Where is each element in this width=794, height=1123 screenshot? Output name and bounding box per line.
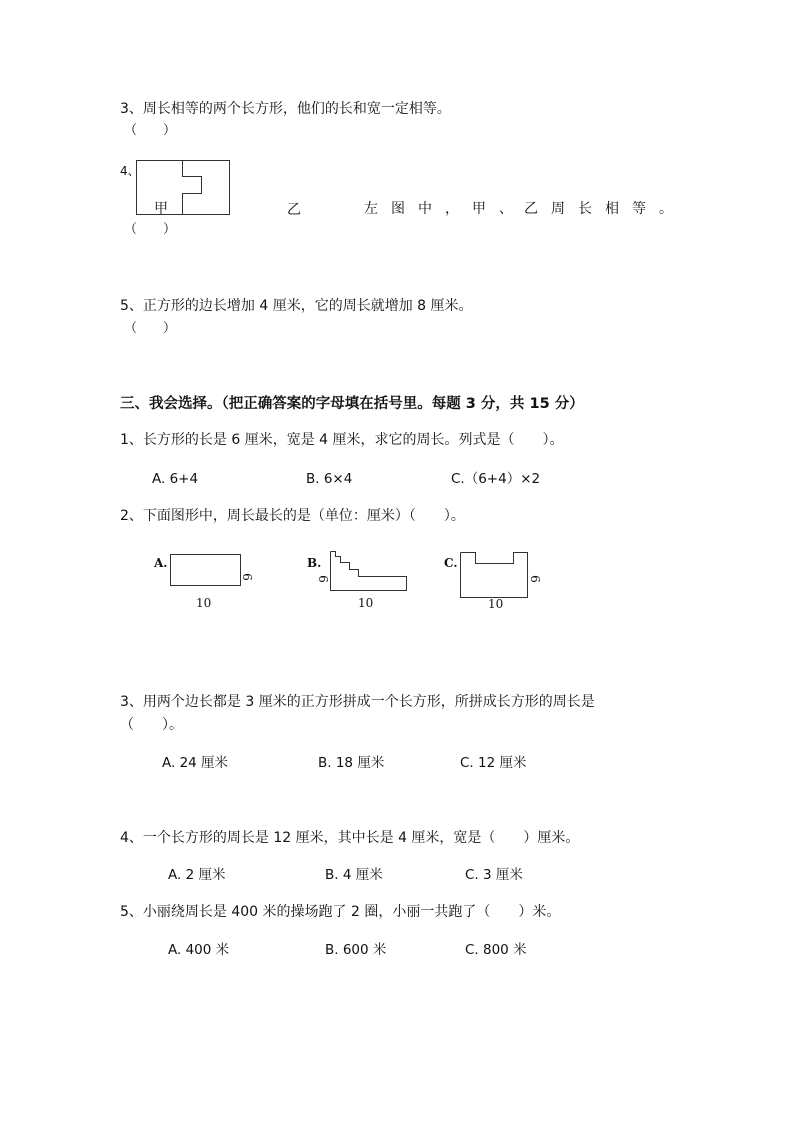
s3-q1-option-a[interactable]: A. 6+4 — [152, 471, 199, 487]
statement-char: 乙 — [524, 201, 538, 217]
figure-b-side-length: 6 — [315, 575, 330, 583]
s3-q3-option-a[interactable]: A. 24 厘米 — [162, 755, 229, 771]
label-jia: 甲 — [154, 201, 168, 217]
figure-b-staircase — [331, 552, 407, 591]
figure-a-bottom-length: 10 — [196, 596, 212, 610]
s3-q3-option-b[interactable]: B. 18 厘米 — [318, 755, 385, 771]
statement-char: 图 — [391, 201, 405, 217]
s3-q3-text: 3、用两个边长都是 3 厘米的正方形拼成一个长方形，所拼成长方形的周长是 — [120, 694, 595, 710]
judge-q4-answer-paren[interactable]: （ ） — [124, 222, 177, 237]
judge-q4-number: 4、 — [120, 164, 140, 178]
statement-char: 中 — [418, 201, 432, 217]
statement-char: 长 — [578, 201, 592, 217]
figure-a-letter: A. — [154, 556, 168, 570]
figure-c-side-length: 6 — [527, 575, 542, 583]
judge-q3-answer-paren[interactable]: （ ） — [124, 123, 177, 138]
s3-q5-option-c[interactable]: C. 800 米 — [465, 942, 527, 958]
statement-char: 相 — [605, 201, 619, 217]
s3-q1-option-b[interactable]: B. 6×4 — [306, 471, 353, 487]
s3-q5-option-b[interactable]: B. 600 米 — [325, 942, 387, 958]
label-yi: 乙 — [287, 202, 301, 218]
s3-q4-option-c[interactable]: C. 3 厘米 — [465, 867, 523, 883]
judge-q5-text: 5、正方形的边长增加 4 厘米，它的周长就增加 8 厘米。 — [120, 298, 473, 314]
figure-c-bottom-length: 10 — [488, 597, 504, 611]
s3-q1-option-c[interactable]: C.（6+4）×2 — [451, 471, 541, 487]
figure-b-letter: B. — [307, 556, 322, 570]
judge-q5-answer-paren[interactable]: （ ） — [124, 321, 177, 336]
s3-q4-text: 4、一个长方形的周长是 12 厘米，其中长是 4 厘米，宽是（ ）厘米。 — [120, 830, 580, 846]
statement-char: 等 — [632, 201, 646, 217]
q2-figures — [0, 540, 794, 620]
s3-q5-text: 5、小丽绕周长是 400 米的操场跑了 2 圈，小丽一共跑了（ ）米。 — [120, 904, 561, 920]
statement-char: 。 — [659, 201, 673, 217]
s3-q3-text-cont: （ ）。 — [120, 717, 183, 733]
s3-q5-option-a[interactable]: A. 400 米 — [168, 942, 230, 958]
s3-q2-text: 2、下面图形中，周长最长的是（单位：厘米）（ ）。 — [120, 508, 465, 524]
figure-c-notched — [461, 553, 528, 598]
figure-b-bottom-length: 10 — [358, 596, 374, 610]
statement-char: 左 — [364, 201, 378, 217]
statement-char: 、 — [499, 201, 513, 217]
s3-q3-option-c[interactable]: C. 12 厘米 — [460, 755, 527, 771]
statement-char: ， — [445, 201, 459, 217]
judge-q3-text: 3、周长相等的两个长方形，他们的长和宽一定相等。 — [120, 101, 451, 117]
s3-q4-option-b[interactable]: B. 4 厘米 — [325, 867, 383, 883]
figure-c-letter: C. — [444, 556, 458, 570]
figure-a-rectangle — [171, 555, 241, 586]
statement-char: 甲 — [472, 201, 486, 217]
section3-heading: 三、我会选择。（把正确答案的字母填在括号里。每题 3 分，共 15 分） — [120, 396, 584, 412]
s3-q4-option-a[interactable]: A. 2 厘米 — [168, 867, 226, 883]
statement-char: 周 — [551, 201, 565, 217]
s3-q1-text: 1、长方形的长是 6 厘米，宽是 4 厘米，求它的周长。列式是（ ）。 — [120, 432, 564, 448]
figure-a-side-length: 6 — [239, 573, 254, 581]
